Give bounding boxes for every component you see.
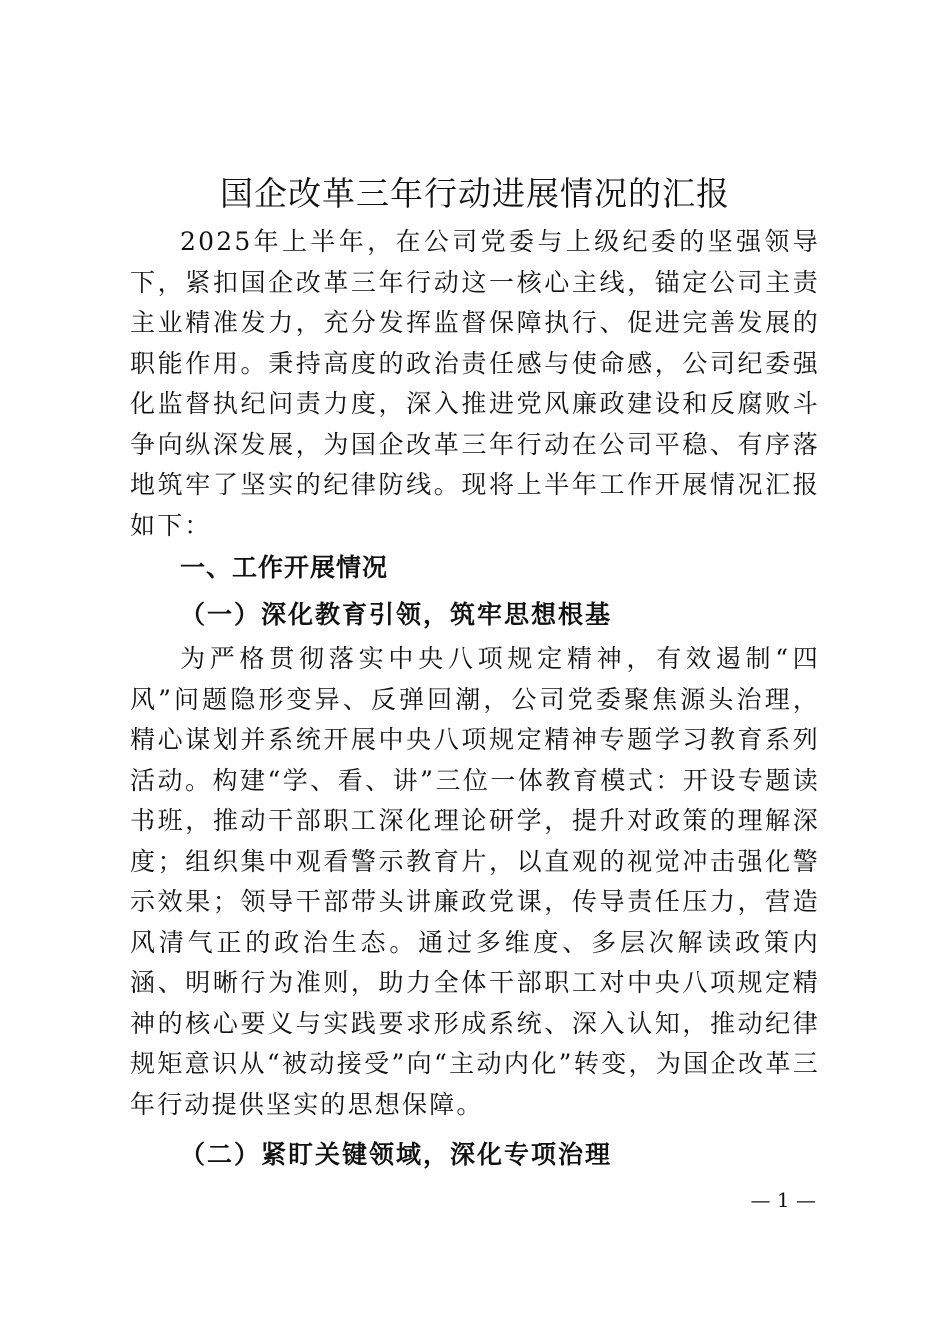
document-body: [130, 222, 820, 1180]
page-number: — 1 —: [750, 1188, 816, 1212]
intro-paragraph: 2025年上半年，在公司党委与上级纪委的坚强领导下，紧扣国企改革三年行动这一核心主线，锚定公司主责主业精准发力，充分发挥监督保障执行、促进完善发展的职能作用。秉持高度的政治责任感与使命感，公司纪委强化监督执纪问责力度，深入推进党风廉政建设和反腐败斗争向纵深发展，为国企改革三年行动在公司平稳、有序落地筑牢了坚实的纪律防线。现将上半年工作开展情况汇报如下：: [130, 227, 820, 540]
subsection-heading-special-governance: （二）紧盯关键领域，深化专项治理: [180, 1140, 613, 1169]
education-paragraph: 为严格贯彻落实中央八项规定精神，有效遏制“四风”问题隐形变异、反弹回潮，公司党委聚焦源头治理，精心谋划并系统开展中央八项规定精神专题学习教育系列活动。构建“学、看、讲”三位一体教育模式：开设专题读书班，推动干部职工深化理论研学，提升对政策的理解深度；组织集中观看警示教育片，以直观的视觉冲击强化警示效果；领导干部带头讲廉政党课，传导责任压力，营造风清气正的政治生态。通过多维度、多层次解读政策内涵、明晰行为准则，助力全体干部职工对中央八项规定精神的核心要义与实践要求形成系统、深入认知，推动纪律规矩意识从“被动接受”向“主动内化”转变，为国企改革三年行动提供坚实的思想保障。: [130, 644, 820, 1119]
section-heading-work-progress: 一、工作开展情况: [180, 553, 389, 582]
subsection-heading-education: （一）深化教育引领，筑牢思想根基: [180, 599, 613, 629]
document-title: 国企改革三年行动进展情况的汇报: [220, 174, 730, 213]
